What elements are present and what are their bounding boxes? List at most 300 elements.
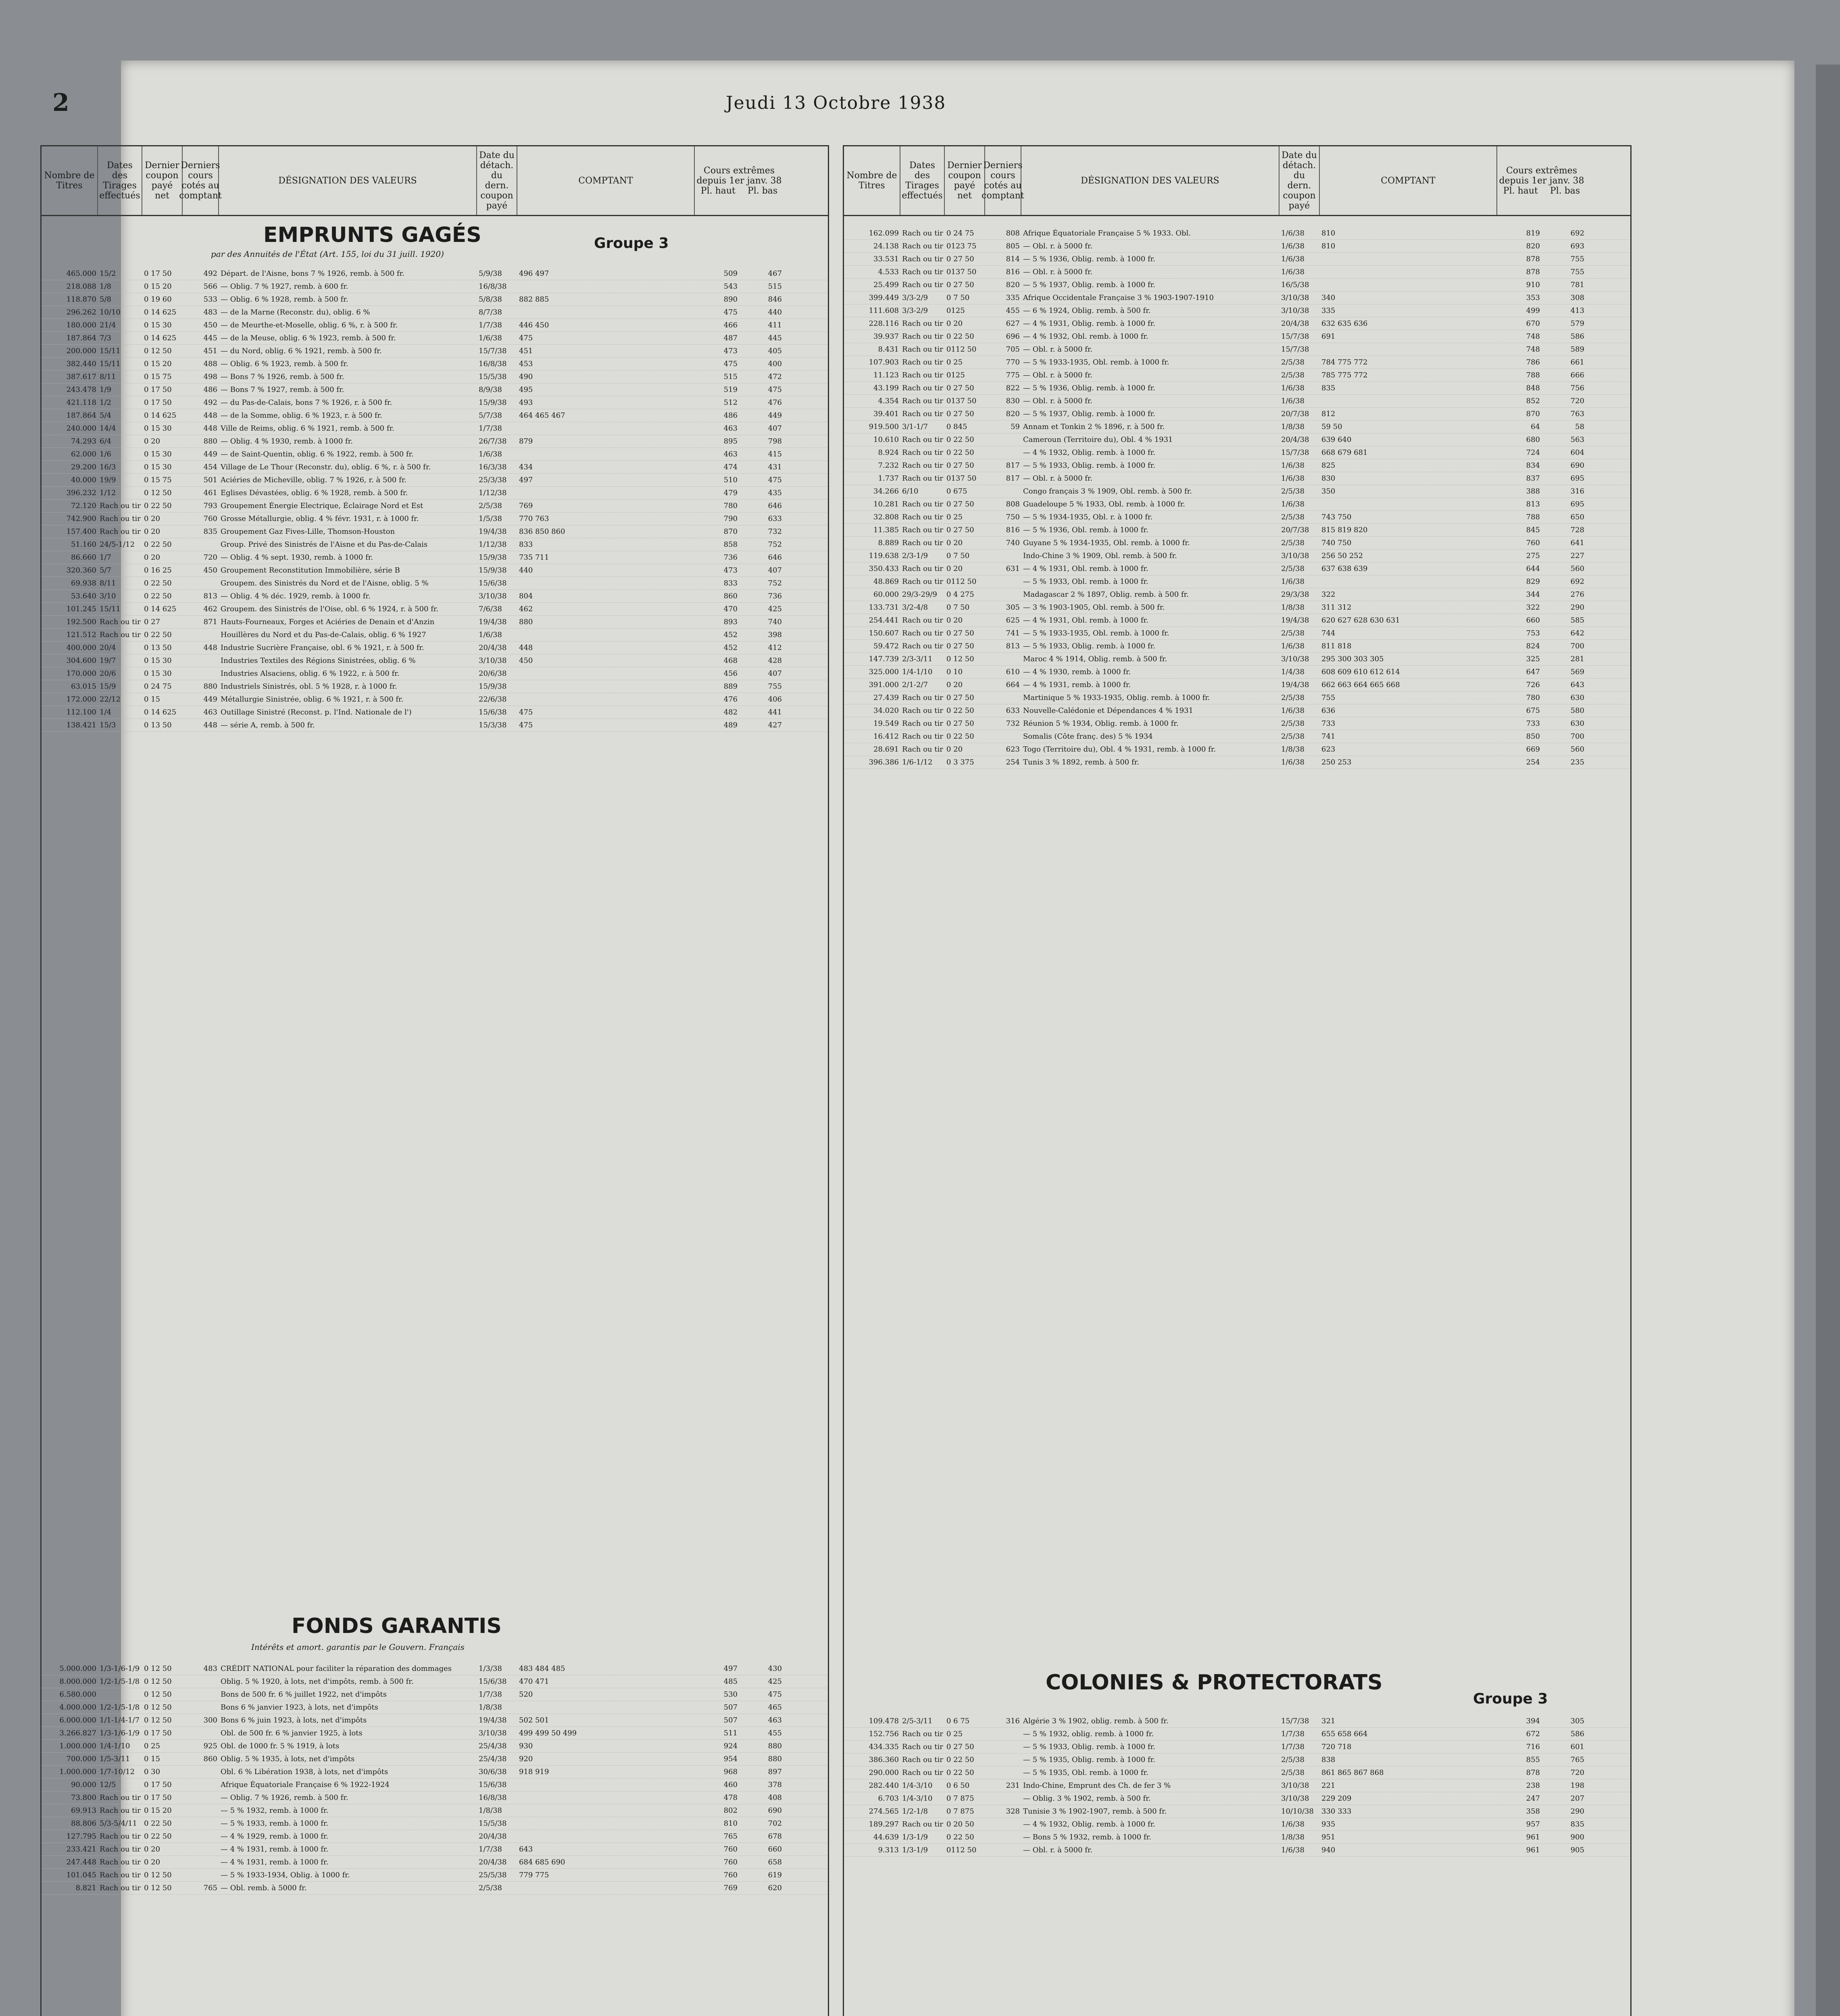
cell-plus-bas: 798 [768,437,782,446]
cell-designation: — Oblig. 6 % 1923, remb. à 500 fr. [221,360,348,368]
cell-designation: — Obl. r. à 5000 fr. [1023,242,1093,250]
table-row [844,550,1630,562]
cell-cours: 59 [1011,423,1020,431]
cell-comptant: 935 [1321,1820,1336,1829]
cell-date-detach: 3/10/38 [479,656,507,665]
cell-coupon: 0 12 50 [144,1871,172,1879]
cell-comptant: 446 450 [519,321,549,329]
cell-cours: 254 [1006,758,1020,766]
cell-designation: Algérie 3 % 1902, oblig. remb. à 500 fr. [1023,1717,1169,1725]
cell-plus-haut: 878 [1526,255,1540,263]
cell-nombre-titres: 119.638 [869,552,899,560]
cell-designation: Groupem. des Sinistrés de l'Oise, obl. 6 % 1924, r. à 500 fr. [221,605,439,613]
cell-nombre-titres: 4.354 [878,397,899,405]
cell-nombre-titres: 157.400 [66,527,96,536]
cell-designation: Groupement Reconstitution Immobilière, série B [221,566,400,575]
cell-coupon: 0 20 [946,319,963,328]
cell-dates-tirages: Rach ou tir [902,397,943,405]
cell-nombre-titres: 396.232 [66,489,96,497]
cell-cours: 483 [203,1664,217,1673]
cell-date-detach: 15/7/38 [1281,448,1309,457]
cell-cours: 871 [203,618,217,626]
cell-plus-haut: 507 [723,1716,738,1724]
cell-dates-tirages: Rach ou tir [100,1871,141,1879]
cell-comptant: 434 [519,463,533,471]
cell-date-detach: 1/8/38 [1281,423,1304,431]
cell-date-detach: 1/7/38 [1281,1730,1304,1738]
page-date: Jeudi 13 Octobre 1938 [726,93,946,113]
cell-cours: 448 [203,411,217,420]
cell-date-detach: 1/7/38 [479,1845,502,1854]
cell-nombre-titres: 421.118 [66,398,96,407]
cell-coupon: 0 12 50 [144,1664,172,1673]
cell-dates-tirages: 1/6 [100,450,111,458]
cell-dates-tirages: 5/8 [100,295,111,304]
cell-nombre-titres: 6.000.000 [59,1716,96,1724]
cell-dates-tirages: 1/3-1/6-1/9 [100,1729,140,1737]
cell-coupon: 0 17 50 [144,1793,172,1802]
cell-coupon: 0 15 20 [144,282,172,291]
table-row [844,1818,1630,1831]
cell-plus-haut: 473 [723,347,738,355]
cell-comptant: 256 50 252 [1321,552,1363,560]
cell-date-detach: 15/9/38 [479,398,507,407]
cell-designation: — 5 % 1933, Oblig. remb. à 1000 fr. [1023,1743,1156,1751]
cell-dates-tirages: Rach ou tir [902,706,943,715]
cell-nombre-titres: 44.639 [873,1833,899,1841]
table-row [844,524,1630,537]
cell-coupon: 0 12 50 [144,1716,172,1724]
table-row [42,332,828,345]
cell-coupon: 0 675 [946,487,967,496]
cell-comptant: 350 [1321,487,1336,496]
cell-plus-haut: 64 [1531,423,1540,431]
cell-plus-haut: 820 [1526,242,1540,250]
cell-plus-haut: 670 [1526,319,1540,328]
table-row [844,1741,1630,1754]
cell-nombre-titres: 69.913 [71,1806,96,1815]
cell-dates-tirages: 1/3-1/9 [902,1833,928,1841]
cell-dates-tirages: 1/4-3/10 [902,1794,933,1803]
cell-dates-tirages: Rach ou tir [902,526,943,534]
cell-plus-bas: 692 [1570,577,1584,586]
cell-coupon: 0 7 875 [946,1807,974,1816]
table-row [42,654,828,667]
cell-plus-haut: 322 [1526,603,1540,612]
cell-nombre-titres: 162.099 [869,229,899,237]
table-row [42,293,828,306]
cell-dates-tirages: Rach ou tir [902,577,943,586]
cell-plus-haut: 837 [1526,474,1540,483]
cell-cours: 816 [1006,526,1020,534]
cell-designation: — Bons 5 % 1932, remb. à 1000 fr. [1023,1833,1151,1841]
cell-dates-tirages: 1/1-1/4-1/7 [100,1716,140,1724]
table-row [844,395,1630,408]
cell-plus-bas: 405 [768,347,782,355]
cell-nombre-titres: 4.000.000 [59,1703,96,1712]
cell-comptant: 229 209 [1321,1794,1352,1803]
cell-dates-tirages: 3/2-4/8 [902,603,928,612]
cell-dates-tirages: Rach ou tir [100,618,141,626]
cell-dates-tirages: 2/1-2/7 [902,681,928,689]
cell-plus-haut: 810 [723,1819,738,1828]
cell-nombre-titres: 9.313 [878,1846,899,1854]
cell-coupon: 0 24 75 [144,682,172,691]
header-dates: Dates des Tirages effectués [900,146,945,215]
cell-plus-haut: 468 [723,656,738,665]
cell-plus-bas: 658 [768,1858,782,1866]
cell-coupon: 0 27 50 [946,500,974,508]
cell-coupon: 0 15 30 [144,450,172,458]
table-row [844,1715,1630,1728]
cell-cours: 820 [1006,281,1020,289]
cell-comptant: 779 775 [519,1871,549,1879]
cell-nombre-titres: 742.900 [66,514,96,523]
cell-cours: 805 [1006,242,1020,250]
header-detach: Date du détach. du dern. coupon payé [477,146,517,215]
cell-dates-tirages: Rach ou tir [902,371,943,379]
cell-plus-bas: 430 [768,1664,782,1673]
cell-plus-haut: 325 [1526,655,1540,663]
cell-date-detach: 1/7/38 [479,1690,502,1699]
cell-dates-tirages: 8/11 [100,579,116,587]
cell-plus-bas: 678 [768,1832,782,1841]
cell-cours: 231 [1006,1781,1020,1790]
cell-comptant: 830 [1321,474,1336,483]
cell-designation: Obl. de 500 fr. 6 % janvier 1925, à lots [221,1729,363,1737]
cell-plus-haut: 486 [723,411,738,420]
cell-nombre-titres: 919.500 [869,423,899,431]
cell-designation: — 4 % 1931, remb. à 1000 fr. [221,1845,329,1854]
cell-plus-haut: 957 [1526,1820,1540,1829]
cell-plus-haut: 760 [1526,539,1540,547]
table-row [844,433,1630,446]
cell-plus-bas: 412 [768,644,782,652]
cell-plus-bas: 646 [768,502,782,510]
cell-comptant: 499 499 50 499 [519,1729,577,1737]
cell-plus-haut: 497 [723,1664,738,1673]
cell-plus-bas: 58 [1575,423,1584,431]
cell-dates-tirages: Rach ou tir [902,281,943,289]
cell-plus-haut: 829 [1526,577,1540,586]
cell-designation: — 4 % 1929, remb. à 1000 fr. [221,1832,329,1841]
cell-date-detach: 2/5/38 [1281,732,1304,741]
cell-comptant: 497 [519,476,533,484]
cell-cours: 300 [203,1716,217,1724]
cell-dates-tirages: Rach ou tir [902,539,943,547]
cell-coupon: 0 12 50 [144,1703,172,1712]
cell-coupon: 0 15 30 [144,321,172,329]
cell-designation: Afrique Équatoriale Française 6 % 1922-1924 [221,1781,390,1789]
cell-dates-tirages: 2/3-3/11 [902,655,933,663]
cell-nombre-titres: 43.199 [873,384,899,392]
cell-comptant: 643 [519,1845,533,1854]
cell-cours: 461 [203,489,217,497]
cell-plus-bas: 427 [768,721,782,729]
cell-coupon: 0137 50 [946,268,977,276]
cell-coupon: 0112 50 [946,1846,977,1854]
cell-comptant: 295 300 303 305 [1321,655,1384,663]
cell-nombre-titres: 382.440 [66,360,96,368]
table-row [844,537,1630,550]
cell-date-detach: 2/5/38 [1281,513,1304,521]
cell-designation: — Oblig. 4 % sept. 1930, remb. à 1000 fr. [221,553,373,562]
cell-nombre-titres: 320.360 [66,566,96,575]
cell-date-detach: 7/6/38 [479,605,502,613]
cell-plus-bas: 589 [1570,345,1584,354]
cell-date-detach: 2/5/38 [479,502,502,510]
cell-plus-haut: 748 [1526,345,1540,354]
cell-dates-tirages: 1/3-1/6-1/9 [100,1664,140,1673]
cell-plus-bas: 411 [768,321,782,329]
cell-coupon: 0 15 30 [144,463,172,471]
cell-designation: Tunis 3 % 1892, remb. à 500 fr. [1023,758,1139,766]
table-row [844,459,1630,472]
table-row [844,240,1630,253]
cell-coupon: 0 14 625 [144,411,177,420]
cell-dates-tirages: 5/7 [100,566,111,575]
cell-plus-bas: 642 [1570,629,1584,637]
cell-plus-bas: 235 [1570,758,1584,766]
cell-designation: — Oblig. 4 % déc. 1929, remb. à 1000 fr. [221,592,371,600]
cell-nombre-titres: 700.000 [66,1755,96,1763]
cell-designation: — Obl. r. à 5000 fr. [1023,474,1093,483]
cell-plus-bas: 281 [1570,655,1584,663]
table-row [844,292,1630,304]
cell-nombre-titres: 24.138 [873,242,899,250]
cell-plus-bas: 428 [768,656,782,665]
cell-designation: — Bons 7 % 1926, remb. à 500 fr. [221,373,344,381]
cell-date-detach: 15/6/38 [479,1781,507,1789]
table-row [844,756,1630,769]
cell-dates-tirages: 12/5 [100,1781,116,1789]
cell-cours: 813 [1006,642,1020,650]
cell-plus-bas: 475 [768,385,782,394]
cell-plus-haut: 466 [723,321,738,329]
cell-comptant: 340 [1321,294,1336,302]
cell-comptant: 951 [1321,1833,1336,1841]
cell-plus-haut: 394 [1526,1717,1540,1725]
cell-plus-bas: 445 [768,334,782,342]
cell-comptant: 470 471 [519,1677,549,1686]
cell-coupon: 0 22 50 [946,1768,974,1777]
table-row [844,511,1630,524]
cell-coupon: 0 14 625 [144,334,177,342]
cell-dates-tirages: Rach ou tir [902,255,943,263]
cell-comptant: 451 [519,347,533,355]
cell-date-detach: 16/8/38 [479,360,507,368]
cell-plus-bas: 728 [1570,526,1584,534]
cell-nombre-titres: 16.412 [873,732,899,741]
page-number: 2 [52,89,69,117]
cell-dates-tirages: Rach ou tir [902,474,943,483]
cell-dates-tirages: Rach ou tir [902,410,943,418]
cell-coupon: 0 27 50 [946,526,974,534]
cell-plus-haut: 855 [1526,1756,1540,1764]
table-row [42,1791,828,1804]
cell-designation: Somalis (Côte franç. des) 5 % 1934 [1023,732,1153,741]
cell-plus-bas: 755 [768,682,782,691]
table-row [42,487,828,500]
cell-dates-tirages: Rach ou tir [902,1743,943,1751]
table-header-right [844,146,1630,216]
table-row [42,551,828,564]
cell-date-detach: 2/5/38 [1281,694,1304,702]
cell-plus-bas: 619 [768,1871,782,1879]
cell-date-detach: 15/5/38 [479,373,507,381]
cell-dates-tirages: 2/5-3/11 [902,1717,933,1725]
cell-dates-tirages: 29/3-29/9 [902,590,937,599]
cell-cours: 808 [1006,500,1020,508]
cell-coupon: 0 22 50 [144,1832,172,1841]
table-row [42,1843,828,1856]
cell-plus-bas: 755 [1570,268,1584,276]
cell-comptant: 930 [519,1742,533,1750]
cell-nombre-titres: 172.000 [66,695,96,704]
cell-nombre-titres: 8.431 [878,345,899,354]
cell-nombre-titres: 296.262 [66,308,96,317]
cell-dates-tirages: Rach ou tir [902,384,943,392]
cell-plus-bas: 666 [1570,371,1584,379]
cell-plus-bas: 736 [768,592,782,600]
cell-plus-bas: 407 [768,424,782,433]
cell-nombre-titres: 147.739 [869,655,899,663]
cell-coupon: 0 15 30 [144,424,172,433]
cell-plus-haut: 890 [723,295,738,304]
cell-coupon: 0 30 [144,1768,160,1776]
cell-coupon: 0 14 625 [144,605,177,613]
cell-date-detach: 15/6/38 [479,708,507,716]
cell-designation: — 5 % 1933, Oblig. remb. à 1000 fr. [1023,642,1156,650]
cell-plus-bas: 207 [1570,1794,1584,1803]
cell-designation: Guyane 5 % 1934-1935, Obl. remb. à 1000 fr. [1023,539,1190,547]
cell-dates-tirages: Rach ou tir [100,527,141,536]
cell-dates-tirages: Rach ou tir [902,694,943,702]
cell-coupon: 0 24 75 [946,229,974,237]
cell-coupon: 0 12 50 [946,655,974,663]
cell-designation: Industries Textiles des Régions Sinistrées, oblig. 6 % [221,656,416,665]
cell-plus-haut: 478 [723,1793,738,1802]
cell-coupon: 0 20 [144,1858,160,1866]
cell-date-detach: 2/5/38 [1281,358,1304,367]
section-title-emprunts: EMPRUNTS GAGÉS [263,223,481,247]
cell-cours: 448 [203,644,217,652]
cell-nombre-titres: 254.441 [869,616,899,625]
cell-date-detach: 2/5/38 [1281,1768,1304,1777]
cell-date-detach: 1/12/38 [479,540,507,549]
cell-dates-tirages: Rach ou tir [902,642,943,650]
cell-nombre-titres: 51.160 [71,540,96,549]
cell-plus-haut: 961 [1526,1846,1540,1854]
cell-comptant: 464 465 467 [519,411,565,420]
cell-date-detach: 16/8/38 [479,1793,507,1802]
cell-designation: — 5 % 1936, Oblig. remb. à 1000 fr. [1023,255,1156,263]
cell-plus-bas: 580 [1570,706,1584,715]
cell-plus-haut: 788 [1526,371,1540,379]
cell-plus-bas: 563 [1570,435,1584,444]
cell-nombre-titres: 8.924 [878,448,899,457]
cell-date-detach: 1/7/38 [479,424,502,433]
cell-plus-bas: 400 [768,360,782,368]
table-row [844,691,1630,704]
cell-designation: — 5 % 1935, Oblig. remb. à 1000 fr. [1023,1756,1156,1764]
cell-comptant: 770 763 [519,514,549,523]
cell-nombre-titres: 118.870 [66,295,96,304]
cell-cours: 486 [203,385,217,394]
cell-plus-haut: 644 [1526,564,1540,573]
cell-coupon: 0112 50 [946,345,977,354]
cell-nombre-titres: 73.800 [71,1793,96,1802]
cell-coupon: 0 17 50 [144,269,172,278]
table-row [844,1779,1630,1792]
cell-dates-tirages: Rach ou tir [902,435,943,444]
cell-nombre-titres: 3.266.827 [59,1729,96,1737]
cell-nombre-titres: 101.245 [66,605,96,613]
cell-dates-tirages: 8/11 [100,373,116,381]
cell-comptant: 475 [519,721,533,729]
table-header [42,146,828,216]
cell-designation: Bons 6 % janvier 1923, à lots, net d'impôts [221,1703,378,1712]
table-row [42,1740,828,1753]
cell-plus-bas: 407 [768,566,782,575]
cell-plus-haut: 238 [1526,1781,1540,1790]
cell-plus-bas: 467 [768,269,782,278]
cell-plus-haut: 512 [723,398,738,407]
cell-plus-bas: 720 [1570,1768,1584,1777]
cell-coupon: 0 845 [946,423,967,431]
table-row [844,666,1630,679]
cell-cours: 860 [203,1755,217,1763]
cell-plus-bas: 276 [1570,590,1584,599]
cell-designation: — 4 % 1932, Obl. remb. à 1000 fr. [1023,332,1148,341]
cell-plus-haut: 452 [723,631,738,639]
cell-comptant: 483 484 485 [519,1664,565,1673]
cell-dates-tirages: 21/4 [100,321,116,329]
section-subtitle-fonds: Intérêts et amort. garantis par le Gouvern. Français [251,1642,465,1652]
table-row [844,704,1630,717]
cell-comptant: 321 [1321,1717,1336,1725]
cell-coupon: 0 27 50 [946,629,974,637]
cell-comptant: 493 [519,398,533,407]
cell-nombre-titres: 1.737 [878,474,899,483]
table-row [42,1688,828,1701]
cell-plus-haut: 460 [723,1781,738,1789]
cell-plus-bas: 440 [768,308,782,317]
cell-dates-tirages: Rach ou tir [902,229,943,237]
cell-comptant: 733 [1321,719,1336,728]
cell-cours: 631 [1006,564,1020,573]
cell-coupon: 0125 [946,306,965,315]
cell-date-detach: 1/6/38 [1281,706,1304,715]
cell-designation: CRÉDIT NATIONAL pour faciliter la réparation des dommages [221,1664,452,1673]
cell-date-detach: 15/7/38 [1281,345,1309,354]
cell-designation: Aciéries de Micheville, oblig. 7 % 1926, r. à 500 fr. [221,476,407,484]
cell-dates-tirages: Rach ou tir [902,268,943,276]
cell-designation: Indo-Chine, Emprunt des Ch. de fer 3 % [1023,1781,1171,1790]
section-title-colonies: COLONIES & PROTECTORATS [1046,1670,1383,1695]
table-row [42,719,828,732]
cell-dates-tirages: Rach ou tir [902,332,943,341]
cell-plus-haut: 780 [1526,694,1540,702]
cell-dates-tirages: 1/7-10/12 [100,1768,135,1776]
cell-designation: — Oblig. 7 % 1927, remb. à 600 fr. [221,282,348,291]
cell-nombre-titres: 434.335 [869,1743,899,1751]
cell-designation: — 5 % 1933-1934, Oblig. à 1000 fr. [221,1871,350,1879]
cell-coupon: 0 27 50 [946,642,974,650]
cell-designation: Eglises Dévastées, oblig. 6 % 1928, remb. à 500 fr. [221,489,408,497]
cell-designation: Industrie Sucrière Française, obl. 6 % 1921, r. à 500 fr. [221,644,424,652]
cell-designation: Maroc 4 % 1914, Oblig. remb. à 500 fr. [1023,655,1167,663]
